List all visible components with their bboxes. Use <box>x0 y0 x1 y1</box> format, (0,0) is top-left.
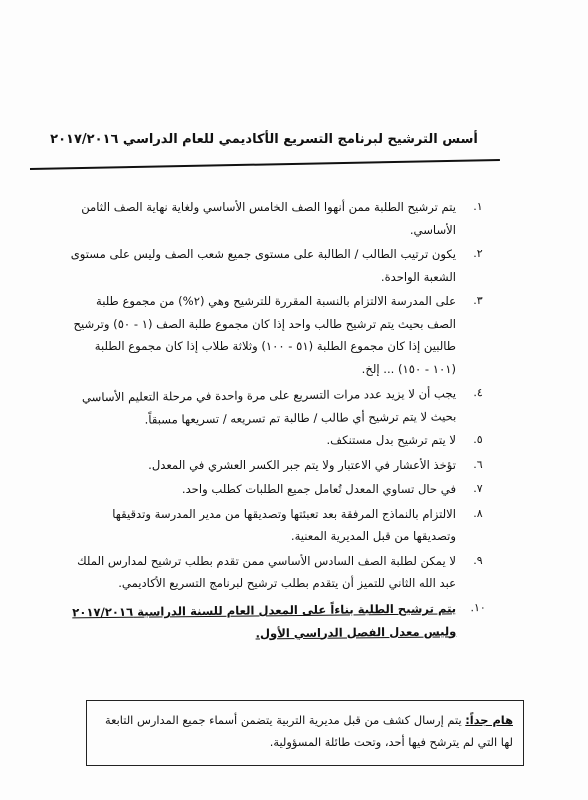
item-number: ٨. <box>473 506 483 520</box>
item-text: لا يتم ترشيح بدل مستنكف. <box>326 433 456 447</box>
item-number: ٥. <box>473 433 483 446</box>
item-text: في حال تساوي المعدل تُعامل جميع الطلبات كطلب واحد. <box>181 482 456 496</box>
item-number: ١. <box>473 200 483 213</box>
item-text: يتم ترشيح الطلبة ممن أنهوا الصف الخامس الأساسي ولغاية نهاية الصف الثامن الأساسي. <box>81 200 456 237</box>
item-number: ٣. <box>473 294 483 307</box>
list-item <box>70 382 490 431</box>
list-item <box>70 196 490 241</box>
list-item <box>70 290 490 380</box>
notice-text: يتم إرسال كشف من قبل مديرية التربية يتضمن أسماء جميع المدارس التابعة لها التي لم يترشح فيها أحد، وتحت طائلة المسؤولية. <box>105 713 513 749</box>
item-text: الالتزام بالنماذج المرفقة بعد تعبئتها وتصديقها من مدير المدرسة وتدقيقها وتصديقها من قبل المديرية المعنية. <box>112 506 456 543</box>
item-text: يتم ترشيح الطلبة بناءاً على المعدل العام للسنة الدراسية ٢٠١٧/٢٠١٦ وليس معدل الفصل الدراسي الأول. <box>72 600 457 640</box>
notice-box <box>86 700 524 766</box>
title-underline <box>30 159 500 170</box>
document-title: أسس الترشيح لبرنامج التسريع الأكاديمي للعام الدراسي ٢٠١٧/٢٠١٦ <box>50 132 478 147</box>
list-item <box>70 550 490 595</box>
item-text: يجب أن لا يزيد عدد مرات التسريع على مرة واحدة في مرحلة التعليم الأساسي بحيث لا يتم ترشيح أي طالب / طالبة تم تسريعه / تسريعها مسبقاً. <box>81 386 457 427</box>
list-item <box>70 597 490 646</box>
item-text: تؤخذ الأعشار في الاعتبار ولا يتم جبر الكسر العشري في المعدل. <box>148 457 456 472</box>
item-number: ٧. <box>473 482 483 495</box>
criteria-list <box>70 196 490 644</box>
item-number: ٤. <box>473 386 483 400</box>
item-text: على المدرسة الالتزام بالنسبة المقررة للترشيح وهي (٢%) من مجموع طلبة الصف بحيث يتم ترشيح طالب واحد إذا كان مجموع طلبة الصف (١ - ٥٠) وترشيح طالبين إذا كان مجموع الطلبة (٥١ - ١٠٠) وثلاثة طلاب إذا كان مجموع الطلبة (١٠١ - ١٥٠) ... إلخ. <box>73 294 456 376</box>
list-item <box>70 478 490 501</box>
list-item <box>70 429 490 452</box>
list-item <box>70 503 490 548</box>
list-item <box>70 243 490 288</box>
item-text: لا يمكن لطلبة الصف السادس الأساسي ممن تقدم بطلب ترشيح لمدارس الملك عبد الله الثاني للتميز أن يتقدم بطلب ترشيح لبرنامج التسريع الأكاديمي. <box>77 553 456 590</box>
item-number: ٢. <box>473 247 483 260</box>
item-number: ٦. <box>473 457 483 471</box>
list-item <box>70 454 490 477</box>
item-number: ١٠. <box>470 600 486 614</box>
item-text: يكون ترتيب الطالب / الطالبة على مستوى جميع شعب الصف وليس على مستوى الشعبة الواحدة. <box>70 247 456 284</box>
item-number: ٩. <box>473 553 483 567</box>
notice-label: هام جداً: <box>465 713 513 727</box>
